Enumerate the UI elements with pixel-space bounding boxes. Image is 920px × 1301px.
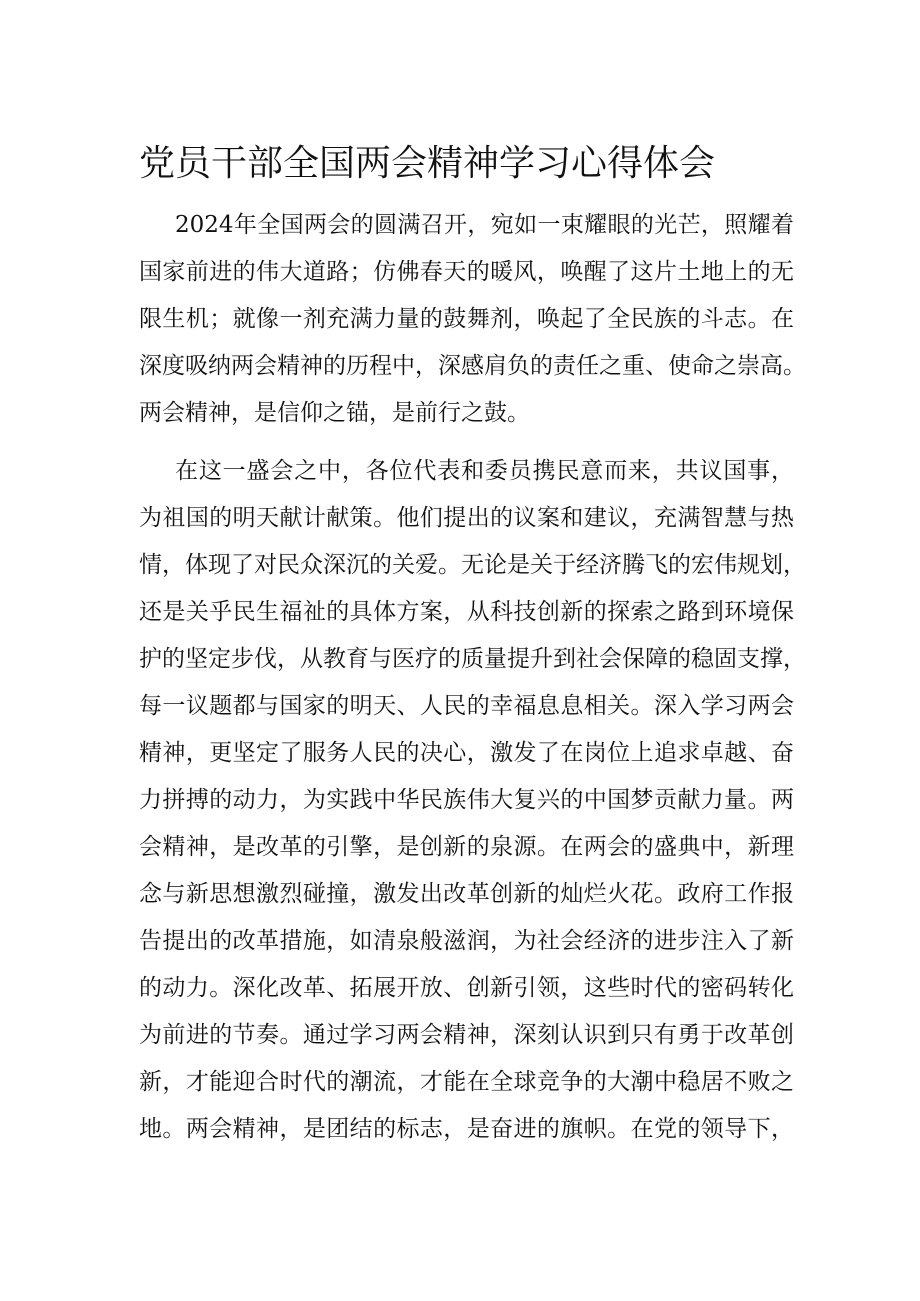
paragraph-line: 还是关乎民生福祉的具体方案，从科技创新的探索之路到环境保 <box>139 599 794 625</box>
paragraph-line: 国家前进的伟大道路；仿佛春天的暖风，唤醒了这片土地上的无 <box>139 259 794 285</box>
paragraph-line: 力拼搏的动力，为实践中华民族伟大复兴的中国梦贡献力量。两 <box>139 787 794 813</box>
document-body <box>139 140 806 1153</box>
paragraph-line: 为前进的节奏。通过学习两会精神，深刻认识到只有勇于改革创 <box>139 1022 794 1048</box>
paragraph-line: 会精神，是改革的引擎，是创新的泉源。在两会的盛典中，新理 <box>139 834 794 860</box>
paragraph-line: 地。两会精神，是团结的标志，是奋进的旗帜。在党的领导下， <box>139 1116 794 1142</box>
paragraph-line: 在这一盛会之中，各位代表和委员携民意而来，共议国事， <box>175 458 794 484</box>
paragraph-line: 限生机；就像一剂充满力量的鼓舞剂，唤起了全民族的斗志。在 <box>139 306 794 332</box>
paragraph-line: 念与新思想激烈碰撞，激发出改革创新的灿烂火花。政府工作报 <box>139 881 794 907</box>
document-title: 党员干部全国两会精神学习心得体会 <box>139 143 716 184</box>
paragraph-line: 的动力。深化改革、拓展开放、创新引领，这些时代的密码转化 <box>139 975 794 1001</box>
paragraph-line: 两会精神，是信仰之锚，是前行之鼓。 <box>139 400 530 426</box>
paragraph-2 <box>139 448 806 1153</box>
paragraph-line: 精神，更坚定了服务人民的决心，激发了在岗位上追求卓越、奋 <box>139 740 794 766</box>
paragraph-line: 护的坚定步伐，从教育与医疗的质量提升到社会保障的稳固支撑， <box>139 646 806 672</box>
paragraph-line: 新，才能迎合时代的潮流，才能在全球竞争的大潮中稳居不败之 <box>139 1069 794 1095</box>
paragraph-line: 深度吸纳两会精神的历程中，深感肩负的责任之重、使命之崇高。 <box>139 353 806 379</box>
paragraph-line: 为祖国的明天献计献策。他们提出的议案和建议，充满智慧与热 <box>139 505 794 531</box>
paragraph-line: 告提出的改革措施，如清泉般滋润，为社会经济的进步注入了新 <box>139 928 794 954</box>
paragraph-line: 每一议题都与国家的明天、人民的幸福息息相关。深入学习两会 <box>139 693 794 719</box>
paragraph-line: 2024年全国两会的圆满召开，宛如一束耀眼的光芒，照耀着 <box>175 212 794 238</box>
paragraph-line: 情，体现了对民众深沉的关爱。无论是关于经济腾飞的宏伟规划， <box>139 552 806 578</box>
paragraph-1 <box>139 202 806 437</box>
